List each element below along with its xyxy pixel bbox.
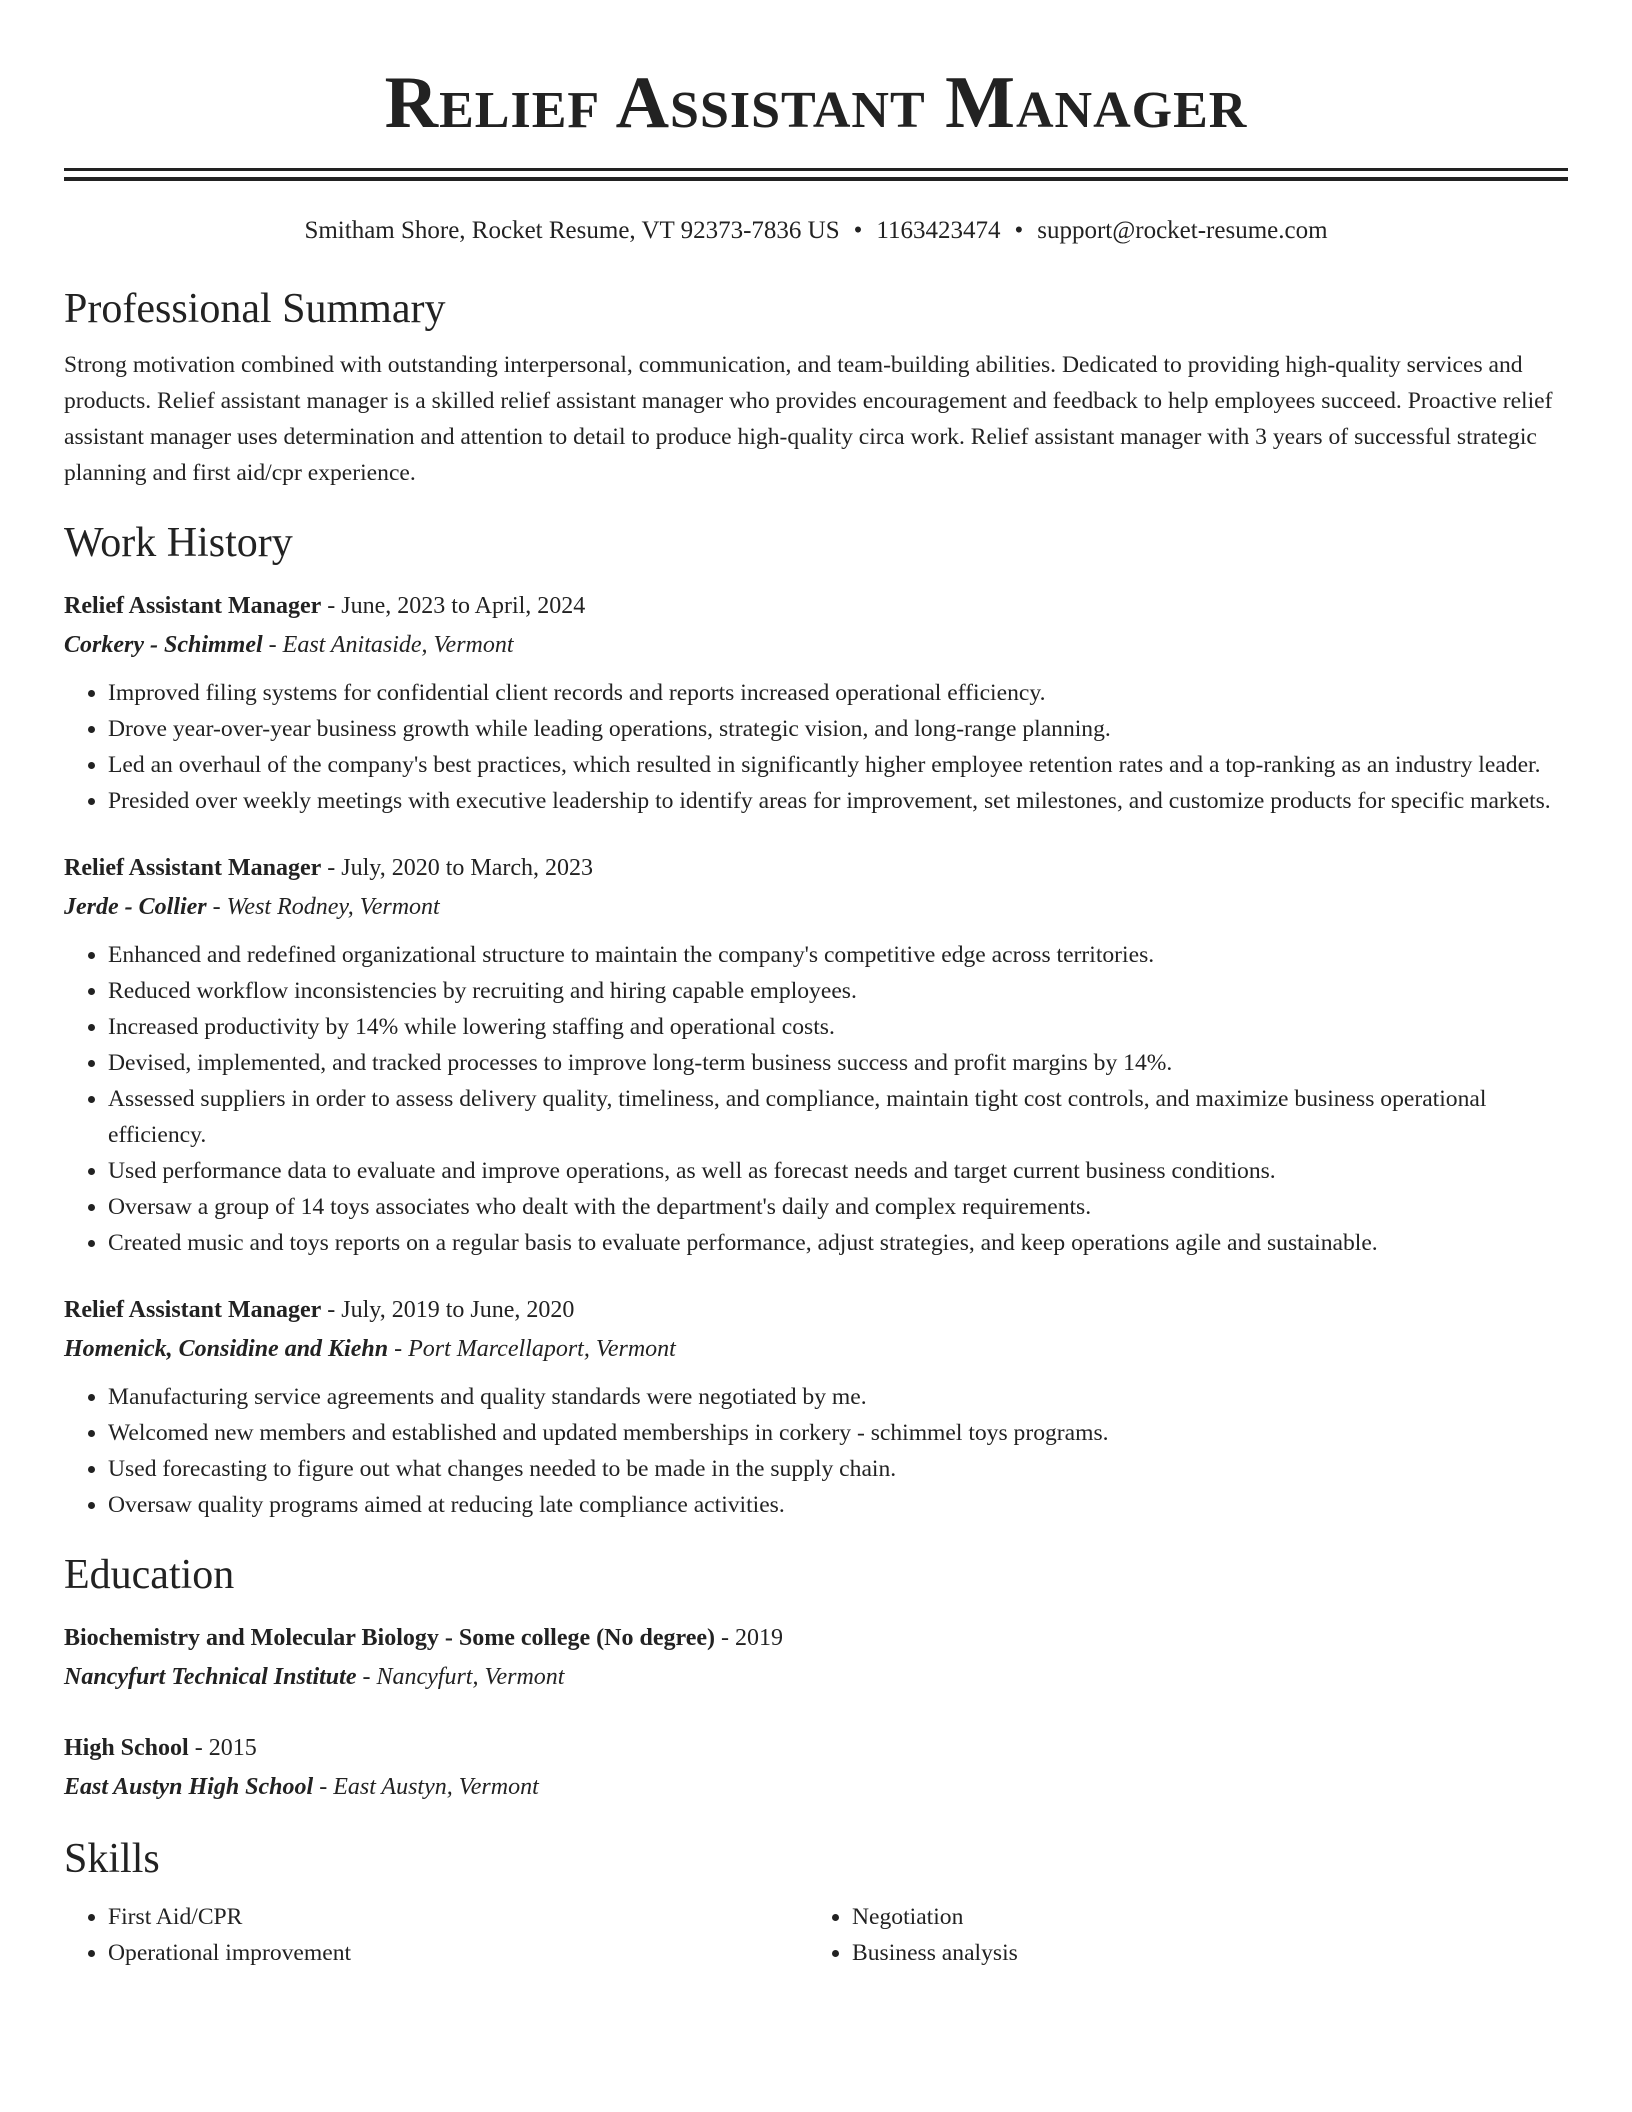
job-entry <box>64 1291 1568 1523</box>
education-degree-line <box>64 1729 1568 1768</box>
education-school: East Austyn High School <box>64 1774 314 1800</box>
job-title-line <box>64 849 1568 888</box>
job-entry <box>64 849 1568 1261</box>
skills-list <box>64 1899 1568 1971</box>
job-company-line <box>64 888 1568 927</box>
dash-separator: - <box>715 1625 735 1651</box>
contact-email: support@rocket-resume.com <box>1037 217 1328 244</box>
education-school: Nancyfurt Technical Institute <box>64 1664 357 1690</box>
job-company-line <box>64 1330 1568 1369</box>
job-bullet: • Drove year-over-year business growth while leading operations, strategic vision, and long-range planning. <box>108 711 1568 747</box>
job-entry <box>64 587 1568 819</box>
education-heading: Education <box>64 1552 235 1598</box>
skills-column-right <box>808 1899 1552 1971</box>
job-dates: July, 2020 to March, 2023 <box>341 855 594 881</box>
job-location: East Anitaside, Vermont <box>282 632 514 658</box>
skill-item: • Negotiation <box>852 1899 1552 1935</box>
dash-separator: - <box>321 855 342 881</box>
skill-item: • First Aid/CPR <box>108 1899 808 1935</box>
job-bullet: • Reduced workflow inconsistencies by recruiting and hiring capable employees. <box>108 973 1568 1009</box>
job-bullets <box>64 675 1568 819</box>
education-degree: Biochemistry and Molecular Biology - Some college (No degree) <box>64 1625 715 1651</box>
education-school-line <box>64 1768 1568 1807</box>
job-bullet: • Used performance data to evaluate and improve operations, as well as forecast needs and target current business conditions. <box>108 1153 1568 1189</box>
job-role: Relief Assistant Manager <box>64 855 322 881</box>
job-bullet: • Oversaw a group of 14 toys associates who dealt with the department's daily and complex requirements. <box>108 1189 1568 1225</box>
education-degree-line <box>64 1619 1568 1658</box>
summary-heading: Professional Summary <box>64 286 446 332</box>
job-bullet: • Used forecasting to figure out what changes needed to be made in the supply chain. <box>108 1451 1568 1487</box>
job-company: Corkery - Schimmel <box>64 632 263 658</box>
job-bullet: • Created music and toys reports on a regular basis to evaluate performance, adjust strategies, and keep operations agile and sustainable. <box>108 1225 1568 1261</box>
contact-phone: 1163423474 <box>876 217 1001 244</box>
education-year: 2019 <box>735 1625 783 1651</box>
job-location: West Rodney, Vermont <box>226 894 440 920</box>
job-bullet: • Welcomed new members and established and updated memberships in corkery - schimmel toys programs. <box>108 1415 1568 1451</box>
contact-separator: • <box>853 217 863 244</box>
job-company-line <box>64 626 1568 665</box>
job-bullet: • Presided over weekly meetings with executive leadership to identify areas for improvement, set milestones, and customize products for specific markets. <box>108 783 1568 819</box>
job-dates: June, 2023 to April, 2024 <box>341 593 586 619</box>
job-location: Port Marcellaport, Vermont <box>408 1336 676 1362</box>
job-bullets <box>64 1379 1568 1523</box>
header-rule-top <box>64 168 1568 171</box>
job-bullets <box>64 937 1568 1261</box>
education-location: Nancyfurt, Vermont <box>376 1664 565 1690</box>
skill-item: • Business analysis <box>852 1935 1552 1971</box>
dash-separator: - <box>388 1336 409 1362</box>
contact-separator: • <box>1014 217 1024 244</box>
job-bullet: • Assessed suppliers in order to assess delivery quality, timeliness, and compliance, maintain tight cost controls, and maximize business operational efficiency. <box>108 1081 1568 1153</box>
education-year: 2015 <box>208 1735 257 1761</box>
job-bullet: • Enhanced and redefined organizational structure to maintain the company's competitive edge across territories. <box>108 937 1568 973</box>
education-entry <box>64 1729 1568 1807</box>
contact-line <box>64 215 1568 247</box>
skills-heading: Skills <box>64 1836 160 1882</box>
job-bullet: • Manufacturing service agreements and quality standards were negotiated by me. <box>108 1379 1568 1415</box>
education-location: East Austyn, Vermont <box>333 1774 539 1800</box>
job-role: Relief Assistant Manager <box>64 1297 322 1323</box>
contact-address: Smitham Shore, Rocket Resume, VT 92373-7836 US <box>304 217 840 244</box>
dash-separator: - <box>313 1774 334 1800</box>
job-dates: July, 2019 to June, 2020 <box>341 1297 575 1323</box>
dash-separator: - <box>188 1735 209 1761</box>
education-degree: High School <box>64 1735 189 1761</box>
job-bullet: • Oversaw quality programs aimed at reducing late compliance activities. <box>108 1487 1568 1523</box>
dash-separator: - <box>262 632 283 658</box>
dash-separator: - <box>321 593 342 619</box>
job-bullet: • Devised, implemented, and tracked processes to improve long-term business success and profit margins by 14%. <box>108 1045 1568 1081</box>
education-entry <box>64 1619 1568 1697</box>
job-bullet: • Led an overhaul of the company's best practices, which resulted in significantly higher employee retention rates and a top-ranking as an industry leader. <box>108 747 1568 783</box>
dash-separator: - <box>321 1297 342 1323</box>
skills-column-left <box>64 1899 808 1971</box>
dash-separator: - <box>356 1664 377 1690</box>
header-rule-bottom <box>64 177 1568 181</box>
job-company: Homenick, Considine and Kiehn <box>64 1336 389 1362</box>
job-bullet: • Improved filing systems for confidential client records and reports increased operational efficiency. <box>108 675 1568 711</box>
dash-separator: - <box>206 894 227 920</box>
job-title-line <box>64 587 1568 626</box>
job-bullet: • Increased productivity by 14% while lowering staffing and operational costs. <box>108 1009 1568 1045</box>
resume-name: Relief Assistant Manager <box>384 62 1248 144</box>
work-history-heading: Work History <box>64 520 293 566</box>
job-company: Jerde - Collier <box>64 894 207 920</box>
skill-item: • Operational improvement <box>108 1935 808 1971</box>
education-school-line <box>64 1658 1568 1697</box>
job-title-line <box>64 1291 1568 1330</box>
job-role: Relief Assistant Manager <box>64 593 322 619</box>
summary-text: Strong motivation combined with outstanding interpersonal, communication, and team-building abilities. Dedicated to providing high-quality services and products. Relief assistant manager is a skilled relief assistant manager who provides encouragement and feedback to help employees succeed. Proactive relief assistant manager uses determination and attention to detail to produce high-quality circa work. Relief assistant manager with 3 years of successful strategic planning and first aid/cpr experience. <box>64 352 1553 486</box>
